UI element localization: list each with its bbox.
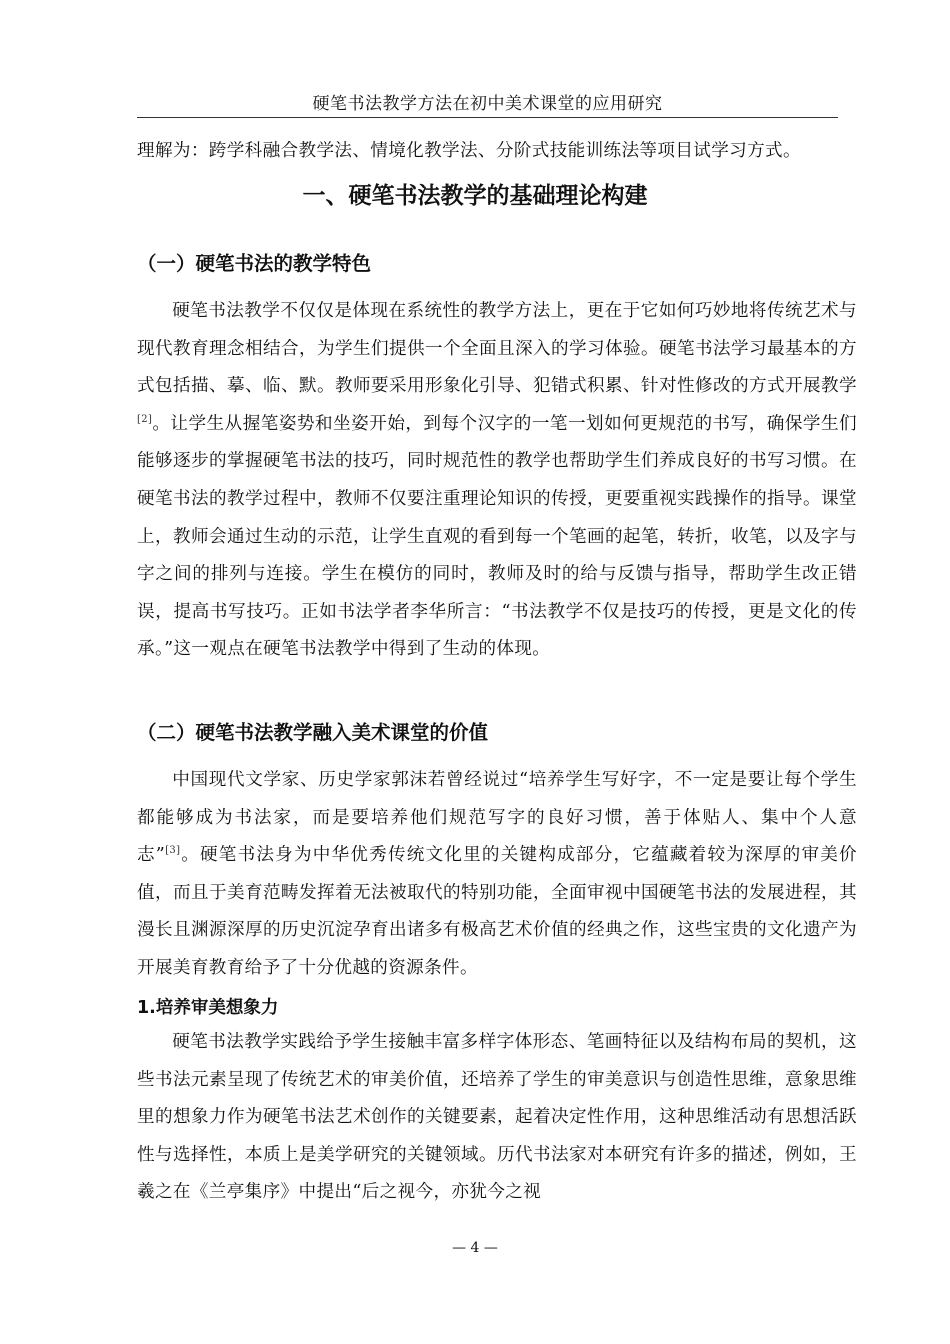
paragraph-text: 中国现代文学家、历史学家郭沫若曾经说过“培养学生写好字，不一定是要让每个学生都能够成为书法家，而是要培养他们规范写字的良好习惯，善于体贴人、集中个人意志”: [137, 770, 857, 866]
paragraph-text: 。让学生从握笔姿势和坐姿开始，到每个汉字的一笔一划如何更规范的书写，确保学生们能够逐步的掌握硬笔书法的技巧，同时规范性的教学也帮助学生们养成良好的书写习惯。在硬笔书法的教学过程中，教师不仅要注重理论知识的传授，更要重视实践操作的指导。课堂上，教师会通过生动的示范，让学生直观的看到每一个笔画的起笔，转折，收笔，以及字与字之间的排列与连接。学生在模仿的同时，教师及时的给与反馈与指导，帮助学生改正错误，提高书写技巧。正如书法学者李华所言：“书法教学不仅是技巧的传授，更是文化的传承。”这一观点在硬笔书法教学中得到了生动的体现。: [137, 413, 857, 660]
page-number: — 4 —: [452, 1240, 498, 1256]
citation-ref: [3]: [165, 845, 181, 857]
paragraph-text: 硬笔书法教学不仅仅是体现在系统性的教学方法上，更在于它如何巧妙地将传统艺术与现代教育理念相结合，为学生们提供一个全面且深入的学习体验。硬笔书法学习最基本的方式包括描、摹、临、默。教师要采用形象化引导、犯错式积累、针对性修改的方式开展教学: [137, 301, 857, 397]
subsection-heading-1: 1.培养审美想象力: [137, 998, 279, 1018]
header-rule: [137, 117, 838, 118]
section-2-paragraph: [137, 762, 857, 988]
running-header: 硬笔书法教学方法在初中美术课堂的应用研究: [312, 94, 663, 114]
chapter-title: 一、硬笔书法教学的基础理论构建: [302, 183, 648, 209]
paragraph-text: 。硬笔书法身为中华优秀传统文化里的关键构成部分，它蕴藏着较为深厚的审美价值，而且于美育范畴发挥着无法被取代的特别功能，全面审视中国硬笔书法的发展进程，其漫长且渊源深厚的历史沉淀孕育出诸多有极高艺术价值的经典之作，这些宝贵的文化遗产为开展美育教育给予了十分优越的资源条件。: [137, 845, 857, 978]
continued-paragraph: 理解为：跨学科融合教学法、情境化教学法、分阶式技能训练法等项目试学习方式。: [137, 141, 801, 161]
subsection-1-paragraph: 硬笔书法教学实践给予学生接触丰富多样字体形态、笔画特征以及结构布局的契机，这些书法元素呈现了传统艺术的审美价值，还培养了学生的审美意识与创造性思维，意象思维里的想象力作为硬笔书法艺术创作的关键要素，起着决定性作用，这种思维活动有思想活跃性与选择性，本质上是美学研究的关键领域。历代书法家对本研究有许多的描述，例如，王羲之在《兰亭集序》中提出“后之视今，亦犹今之视: [137, 1032, 857, 1203]
section-heading-2: （二）硬笔书法教学融入美术课堂的价值: [137, 721, 489, 744]
section-heading-1: （一）硬笔书法的教学特色: [137, 252, 372, 275]
citation-ref: [2]: [137, 413, 153, 425]
section-1-paragraph: [137, 293, 857, 669]
